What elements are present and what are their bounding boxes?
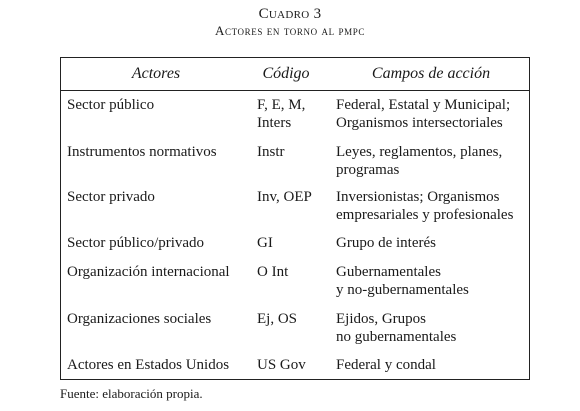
row-code: US Gov (257, 357, 306, 373)
row-field: Ejidos, Grupos no gubernamentales (336, 311, 457, 345)
row-field: Leyes, reglamentos, planes, programas (336, 144, 503, 178)
row-code: F, E, M, Inters (257, 97, 306, 131)
row-code: GI (257, 235, 273, 251)
row-field: Gubernamentales y no-gubernamentales (336, 264, 469, 298)
row-actor: Actores en Estados Unidos (67, 357, 230, 373)
row-actor: Sector público/privado (67, 235, 205, 251)
header-codigo: Código (262, 65, 310, 82)
table-caption-subtitle: Actores en torno al pmpc (215, 23, 365, 38)
row-code: Inv, OEP (257, 189, 312, 205)
actors-table (60, 57, 530, 380)
header-actores: Actores (131, 65, 181, 82)
row-field: Federal, Estatal y Municipal; Organismos intersectoriales (336, 97, 511, 131)
row-actor: Instrumentos normativos (67, 144, 217, 160)
row-actor: Organizaciones sociales (67, 311, 212, 327)
row-code: Instr (257, 144, 285, 160)
source-note: Fuente: elaboración propia. (60, 386, 203, 401)
header-campos-de-accion: Campos de acción (371, 65, 491, 82)
row-field: Inversionistas; Organismos empresariales y profesionales (336, 189, 514, 223)
row-actor: Sector privado (67, 189, 155, 205)
row-actor: Sector público (67, 97, 155, 113)
row-actor: Organización internacional (67, 264, 230, 280)
header-divider (61, 90, 529, 91)
row-code: O Int (257, 264, 289, 280)
row-field: Federal y condal (336, 357, 436, 373)
row-code: Ej, OS (257, 311, 298, 327)
row-field: Grupo de interés (336, 235, 436, 251)
table-caption-title: Cuadro 3 (258, 6, 322, 22)
